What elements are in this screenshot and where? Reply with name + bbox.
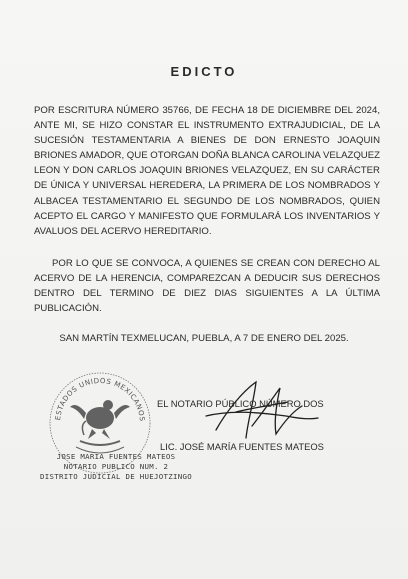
stamp-line-notary: NOTARIO PUBLICO NUM. 2 [63,462,169,471]
stamp-line-district: DISTRITO JUDICIAL DE HUEJOTZINGO [40,472,192,481]
place-and-date: SAN MARTÍN TEXMELUCAN, PUEBLA, A 7 DE ENERO DEL 2025. [59,333,349,344]
handwritten-signature-icon [196,372,326,452]
paragraph-sucesion: POR ESCRITURA NÚMERO 35766, DE FECHA 18 DE DICIEMBRE DEL 2024, ANTE MI, SE HIZO CONSTAR EL INSTRUMENTO EXTRAJUDICIAL, DE LA SUCESIÓN TESTAMENTARIA A BIENES DE DON ERNESTO JOAQUIN BRIONES AMADOR, QUE OTORGAN DOÑA BLANCA CAROLINA VELAZQUEZ LEON Y DON CARLOS JOAQUIN BRIONES VELAZQUEZ, EN SU CARÁCTER DE ÚNICA Y UNIVERSAL HEREDERA, LA PRIMERA DE LOS NOMBRADOS Y ALBACEA TESTAMENTARIO EL SEGUNDO DE LOS NOMBRADOS, QUIEN ACEPTO EL CARGO Y MANIFESTO QUE FORMULARÁ LOS INVENTARIOS Y AVALUOS DEL ACERVO HEREDITARIO. [34,105,380,237]
notary-title: EL NOTARIO PÚBLICO NÚMERO DOS [157,398,324,409]
paragraph-convocatoria: POR LO QUE SE CONVOCA, A QUIENES SE CREAN CON DERECHO AL ACERVO DE LA HERENCIA, COMPAREZCAN A DEDUCIR SUS DERECHOS DENTRO DEL TERMINO DE DIEZ DIAS SIGUIENTES A LA ÚLTIMA PUBLICACIÓN. [34,258,380,315]
seal-ring-text: ESTADOS UNIDOS MEXICANOS [54,376,147,423]
document-title: EDICTO [170,64,238,79]
stamp-line-name: JOSE MARIA FUENTES MATEOS [56,452,176,461]
notary-name: LIC. JOSÉ MARÍA FUENTES MATEOS [160,441,324,452]
